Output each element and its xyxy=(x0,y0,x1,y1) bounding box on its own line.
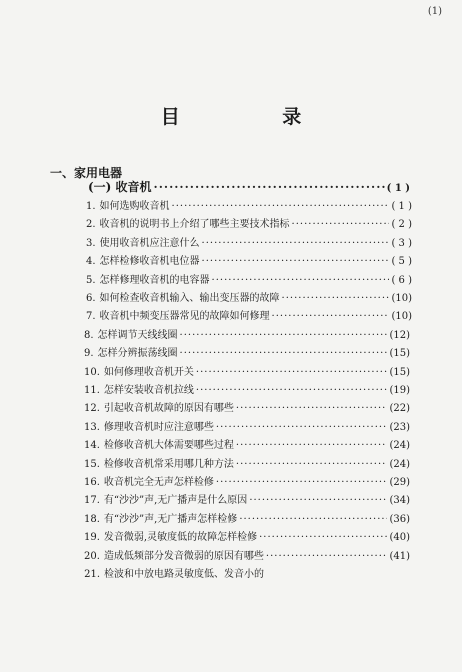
toc-item-page: (22) xyxy=(389,403,410,415)
toc-item-number: 7. xyxy=(86,311,96,323)
dot-leader xyxy=(154,178,385,196)
toc-item-title: 收音机中频变压器常见的故障如何修理 xyxy=(99,311,270,323)
toc-item-number: 9. xyxy=(84,348,94,360)
toc-item-title: 收音机的说明书上介绍了哪些主要技术指标 xyxy=(99,219,290,231)
toc-item-page: (19) xyxy=(389,385,410,396)
toc-item xyxy=(84,474,410,492)
toc-item-page: (15) xyxy=(389,366,410,378)
toc-subsection xyxy=(88,178,410,196)
toc-item-title: 怎样检修收音机电位器 xyxy=(99,256,200,268)
dot-leader xyxy=(272,308,390,326)
toc-item-number: 18. xyxy=(84,513,100,525)
dot-leader xyxy=(239,511,387,529)
toc-item-page: (24) xyxy=(389,440,410,452)
dot-leader xyxy=(196,364,388,382)
toc-item-number: 11. xyxy=(84,385,100,396)
toc-item xyxy=(84,400,410,418)
dot-leader xyxy=(292,216,390,234)
toc-item-number: 21. xyxy=(84,569,100,580)
toc-item xyxy=(84,529,410,547)
dot-leader xyxy=(212,272,390,290)
dot-leader xyxy=(282,290,390,308)
toc-item xyxy=(86,198,412,216)
dot-leader xyxy=(180,345,388,363)
toc-item-number: 12. xyxy=(84,403,100,415)
toc-item xyxy=(86,216,412,234)
toc-item-number: 15. xyxy=(84,458,100,470)
toc-item-page: ( 5 ) xyxy=(391,256,412,268)
toc-item-page: (40) xyxy=(389,532,410,544)
toc-item-number: 8. xyxy=(84,329,94,341)
toc-item-page: (23) xyxy=(389,421,410,433)
toc-item-page: (12) xyxy=(389,329,410,341)
toc-item-number: 6. xyxy=(86,293,96,304)
toc-item-title: 检波和中放电路灵敏度低、发音小的 xyxy=(104,569,264,580)
toc-item xyxy=(84,511,410,529)
toc-item-number: 17. xyxy=(84,495,100,507)
toc-item-title: 如何选购收音机 xyxy=(99,201,170,212)
dot-leader xyxy=(249,492,387,510)
toc-item-number: 10. xyxy=(84,366,100,378)
toc-item xyxy=(84,345,410,363)
toc-item-page: ( 6 ) xyxy=(391,274,412,286)
toc-item-title: 怎样安装收音机拉线 xyxy=(103,385,194,396)
toc-item-page: (41) xyxy=(389,550,410,562)
dot-leader xyxy=(180,327,388,345)
toc-item-number: 2. xyxy=(86,219,96,231)
toc-item-number: 13. xyxy=(84,421,100,433)
toc-item-title: 检修收音机大体需要哪些过程 xyxy=(103,440,234,452)
toc-item-title: 如何检查收音机输入、输出变压器的故障 xyxy=(99,293,280,304)
toc-item-page: ( 1 ) xyxy=(391,201,412,212)
toc-item xyxy=(84,327,410,345)
page-number: (1) xyxy=(427,6,442,17)
toc-item-title: 怎样修理收音机的电容器 xyxy=(99,274,210,286)
dot-leader xyxy=(216,474,388,492)
toc-item xyxy=(84,548,410,566)
dot-leader xyxy=(196,382,388,400)
toc-item-number: 3. xyxy=(86,237,96,249)
toc-item-number: 4. xyxy=(86,256,96,268)
toc-item-page: ( 3 ) xyxy=(391,237,412,249)
toc-item-title: 如何修理收音机开关 xyxy=(103,366,194,378)
toc-item-title: 引起收音机故障的原因有哪些 xyxy=(103,403,234,415)
toc-item xyxy=(84,382,410,400)
toc-item xyxy=(86,253,412,271)
toc-item-number: 20. xyxy=(84,550,100,562)
toc-item xyxy=(84,492,410,510)
dot-leader xyxy=(202,253,390,271)
toc-item-title: 怎样调节天线线圈 xyxy=(97,329,178,341)
toc-item-page: (10) xyxy=(391,311,412,323)
toc-item-number: 1. xyxy=(86,201,96,212)
toc-item-title: 使用收音机应注意什么 xyxy=(99,237,200,249)
dot-leader xyxy=(202,235,390,253)
toc-item-page: (15) xyxy=(389,348,410,360)
section-heading: 一、家用电器 xyxy=(50,166,123,180)
toc-item-title: 有“沙沙”声,无广播声是什么原因 xyxy=(103,495,248,507)
dot-leader xyxy=(236,437,388,455)
toc-item-page: (29) xyxy=(389,477,410,488)
toc-item xyxy=(84,419,410,437)
toc-item-title: 收音机完全无声怎样检修 xyxy=(103,477,214,488)
toc-item xyxy=(84,566,410,584)
toc-item-number: 19. xyxy=(84,532,100,544)
dot-leader xyxy=(266,548,388,566)
toc-item-number: 16. xyxy=(84,477,100,488)
toc-item-page: ( 2 ) xyxy=(391,219,412,231)
toc-item-title: 发音微弱,灵敏度低的故障怎样检修 xyxy=(103,532,258,544)
dot-leader xyxy=(236,400,388,418)
toc-subsection-page: ( 1 ) xyxy=(386,183,410,194)
toc-item xyxy=(84,437,410,455)
toc-item-page: (24) xyxy=(389,458,410,470)
toc-item-page: (10) xyxy=(391,293,412,304)
toc-item-title: 怎样分辨振荡线圈 xyxy=(97,348,178,360)
page-title: 目 录 xyxy=(160,106,350,128)
dot-leader xyxy=(172,198,390,216)
toc-item xyxy=(84,456,410,474)
toc-item-page: (36) xyxy=(389,513,410,525)
toc-item-page: (34) xyxy=(389,495,410,507)
dot-leader xyxy=(236,456,388,474)
toc-item xyxy=(86,290,412,308)
toc-item-number: 5. xyxy=(86,274,96,286)
toc-item xyxy=(86,308,412,326)
toc-item xyxy=(84,364,410,382)
toc-item-title: 造成低频部分发音微弱的原因有哪些 xyxy=(103,550,264,562)
toc-item-title: 检修收音机常采用哪几种方法 xyxy=(103,458,234,470)
dot-leader xyxy=(259,529,387,547)
toc-item xyxy=(86,235,412,253)
toc-item xyxy=(86,272,412,290)
toc-item-title: 有“沙沙”声,无广播声怎样检修 xyxy=(103,513,238,525)
toc-item-title: 修理收音机时应注意哪些 xyxy=(103,421,214,433)
toc-subsection-title: (一) 收音机 xyxy=(88,180,152,194)
dot-leader xyxy=(216,419,388,437)
toc-item-number: 14. xyxy=(84,440,100,452)
